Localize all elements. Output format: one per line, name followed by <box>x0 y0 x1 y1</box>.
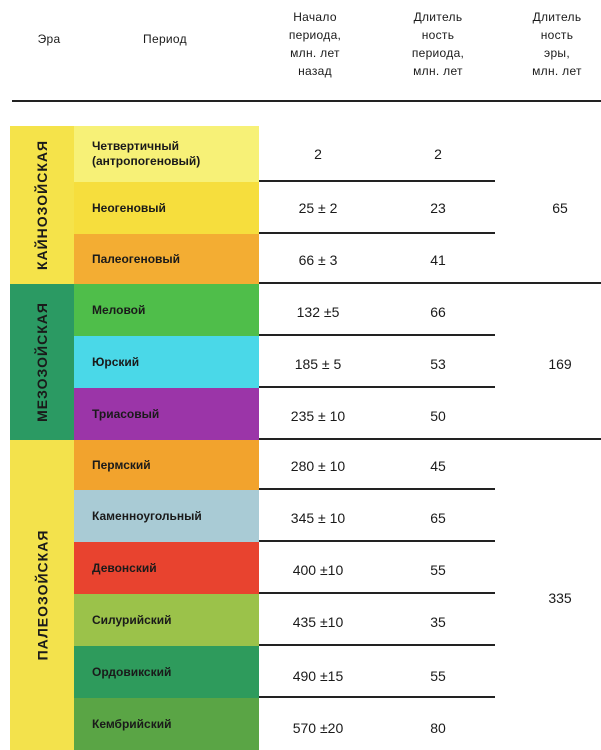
header-era: Эра <box>37 32 61 46</box>
period-cell: Силурийский <box>74 594 259 646</box>
period-cell: Триасовый <box>74 388 259 440</box>
start-value: 490 ±15 <box>292 668 344 684</box>
header-start: Начало периода, млн. лет назад <box>288 10 342 78</box>
period-duration-value: 23 <box>430 200 446 216</box>
start-value: 345 ± 10 <box>290 510 346 526</box>
start-value: 280 ± 10 <box>290 458 346 474</box>
row-divider <box>259 488 495 490</box>
row-divider <box>259 540 495 542</box>
period-duration-value: 53 <box>430 356 446 372</box>
period-cell: Четвертичный (антропогеновый) <box>74 126 259 182</box>
start-value: 435 ±10 <box>292 614 344 630</box>
period-duration-value: 35 <box>430 614 446 630</box>
period-cell: Ордовикский <box>74 646 259 698</box>
era-duration-value: 335 <box>548 590 572 606</box>
header-period-duration: Длитель ность периода, млн. лет <box>411 10 465 78</box>
period-cell: Юрский <box>74 336 259 388</box>
period-cell: Кембрийский <box>74 698 259 750</box>
period-duration-value: 80 <box>430 720 446 736</box>
period-duration-value: 66 <box>430 304 446 320</box>
period-cell: Палеогеновый <box>74 234 259 284</box>
header-era-duration: Длитель ность эры, млн. лет <box>532 10 582 78</box>
period-cell: Каменноугольный <box>74 490 259 542</box>
period-duration-value: 2 <box>434 146 442 162</box>
start-value: 25 ± 2 <box>298 200 338 216</box>
period-duration-value: 45 <box>430 458 446 474</box>
start-value: 400 ±10 <box>292 562 344 578</box>
era-divider <box>259 438 601 440</box>
era-band-cenozoic <box>10 126 74 284</box>
period-duration-value: 65 <box>430 510 446 526</box>
row-divider <box>259 386 495 388</box>
row-divider <box>259 696 495 698</box>
start-value: 235 ± 10 <box>290 408 346 424</box>
era-band-paleozoic <box>10 440 74 750</box>
start-value: 185 ± 5 <box>294 356 342 372</box>
header-period: Период <box>143 32 187 46</box>
period-cell: Девонский <box>74 542 259 594</box>
period-duration-value: 55 <box>430 668 446 684</box>
header-divider <box>12 100 601 102</box>
era-name: МЕЗОЗОЙСКАЯ <box>34 302 50 422</box>
era-band-mesozoic <box>10 284 74 440</box>
period-duration-value: 50 <box>430 408 446 424</box>
row-divider <box>259 232 495 234</box>
start-value: 132 ±5 <box>296 304 340 320</box>
row-divider <box>259 592 495 594</box>
start-value: 2 <box>314 146 322 162</box>
period-duration-value: 55 <box>430 562 446 578</box>
start-value: 66 ± 3 <box>298 252 338 268</box>
start-value: 570 ±20 <box>292 720 344 736</box>
period-duration-value: 41 <box>430 252 446 268</box>
period-cell: Меловой <box>74 284 259 336</box>
era-duration-value: 65 <box>552 200 568 216</box>
row-divider <box>259 334 495 336</box>
row-divider <box>259 644 495 646</box>
period-cell: Неогеновый <box>74 182 259 234</box>
era-duration-value: 169 <box>548 356 572 372</box>
period-cell: Пермский <box>74 440 259 490</box>
era-divider <box>259 282 601 284</box>
era-name: ПАЛЕОЗОЙСКАЯ <box>34 529 51 661</box>
era-name: КАЙНОЗОЙСКАЯ <box>34 139 50 271</box>
row-divider <box>259 180 495 182</box>
